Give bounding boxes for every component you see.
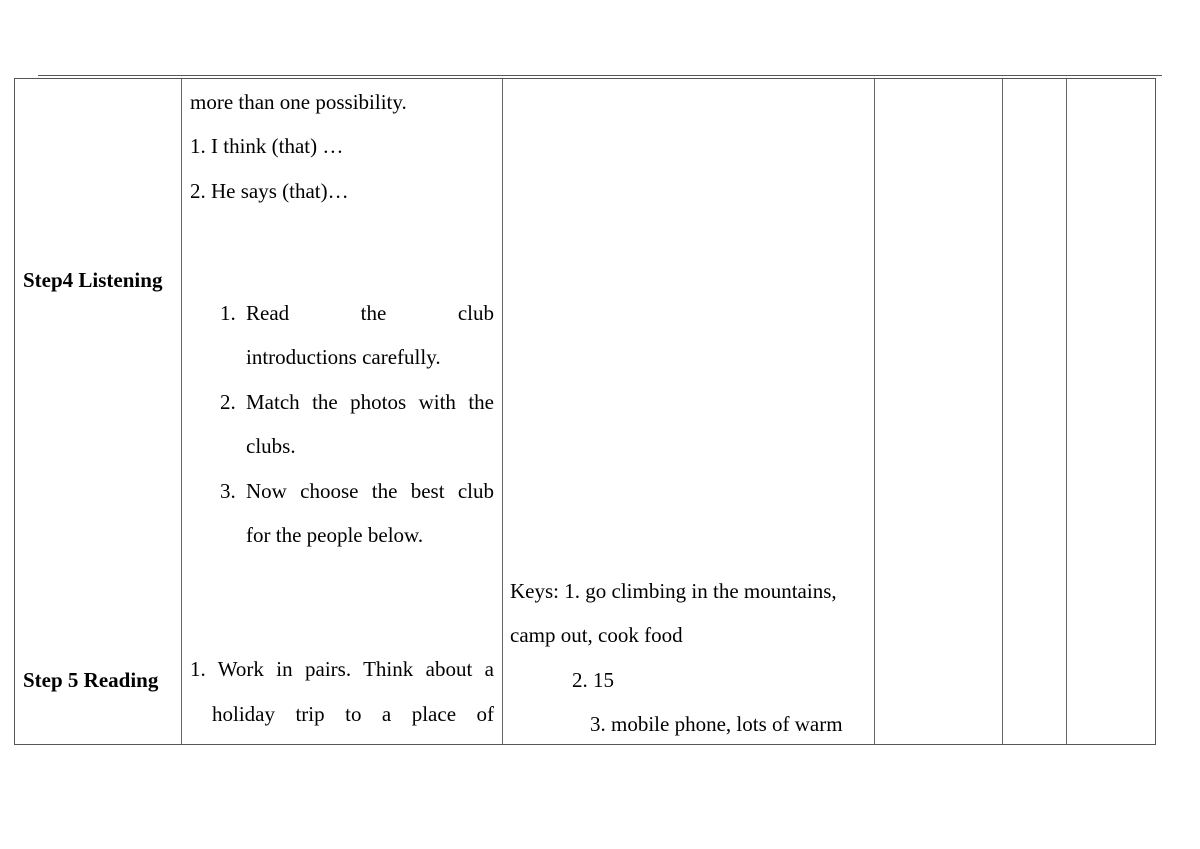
column-divider: [1066, 79, 1067, 744]
column-divider: [1002, 79, 1003, 744]
reading-task-line2: [212, 700, 494, 728]
keys-line1: Keys: 1. go climbing in the mountains,: [510, 579, 837, 603]
intro-line: more than one possibility.: [190, 90, 407, 114]
header-rule: [38, 75, 1162, 76]
list-item-3-line1: Now choose the best club: [246, 479, 494, 503]
word: to: [345, 702, 362, 726]
list-item-3-line2: for the people below.: [246, 523, 424, 547]
column-divider: [874, 79, 875, 744]
list-item-1-line1: [246, 299, 494, 327]
list-item-2-line2: clubs.: [246, 434, 296, 458]
phrase-2: 2. He says (that)…: [190, 179, 349, 203]
list-item-1-number: 1.: [220, 301, 236, 325]
word: holiday: [212, 702, 275, 726]
phrase-1: 1. I think (that) …: [190, 134, 344, 158]
column-divider: [181, 79, 182, 744]
list-item-1-line2: introductions carefully.: [246, 345, 441, 369]
keys-line2: camp out, cook food: [510, 623, 683, 647]
word: club: [457, 301, 494, 325]
word: Read: [246, 301, 290, 325]
word: the: [360, 301, 387, 325]
word: trip: [295, 702, 325, 726]
list-item-2-number: 2.: [220, 390, 236, 414]
key-3: 3. mobile phone, lots of warm: [590, 712, 843, 736]
step5-label: Step 5 Reading: [23, 668, 159, 692]
word: a: [381, 702, 392, 726]
word: of: [476, 702, 494, 726]
word: place: [411, 702, 457, 726]
column-divider: [502, 79, 503, 744]
key-2: 2. 15: [572, 668, 614, 692]
reading-task-line1: 1. Work in pairs. Think about a: [190, 657, 494, 681]
list-item-3-number: 3.: [220, 479, 236, 503]
list-item-2-line1: Match the photos with the: [246, 390, 494, 414]
step4-label: Step4 Listening: [23, 268, 163, 292]
